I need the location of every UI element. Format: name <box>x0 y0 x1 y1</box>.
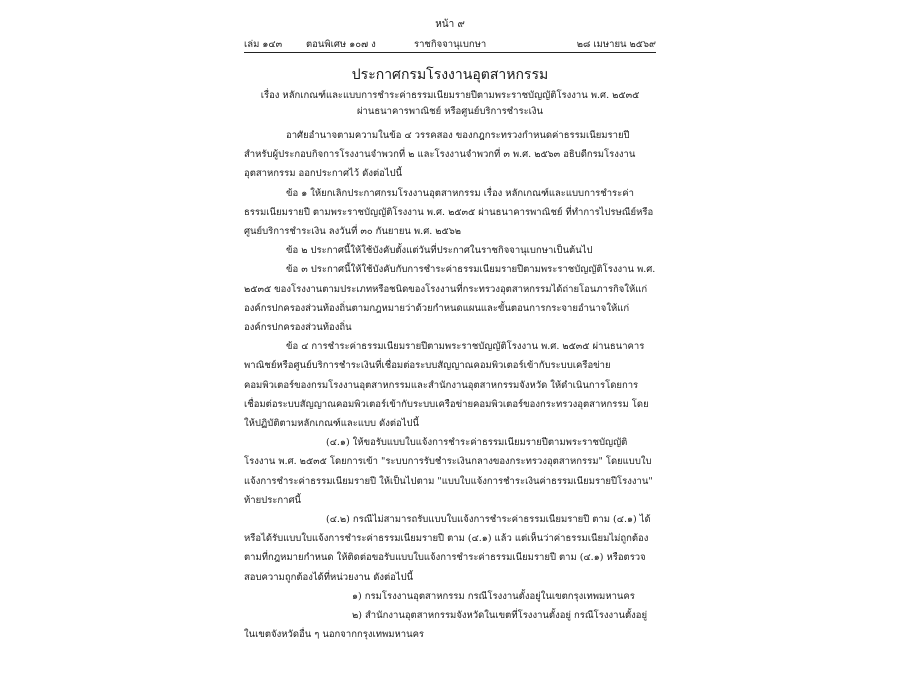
header-divider <box>244 52 656 53</box>
issue-date: ๒๘ เมษายน ๒๕๖๙ <box>576 39 656 50</box>
clause-4-1: (๔.๑) ให้ขอรับแบบใบแจ้งการชำระค่าธรรมเนียมรายปีตามพระราชบัญญัติโรงงาน พ.ศ. ๒๕๓๕ โดยการเข้า "ระบบการรับชำระเงินกลางของกระทรวงอุตสาหกรรม" โดยแบบใบแจ้งการชำระค่าธรรมเนียมรายปี ให้เป็นไปตาม "แบบใบแจ้งการชำระเงินค่าธรรมเนียมรายปีโรงงาน" ท้ายประกาศนี้ <box>244 437 653 506</box>
clause-3: ข้อ ๓ ประกาศนี้ให้ใช้บังคับกับการชำระค่าธรรมเนียมรายปีตามพระราชบัญญัติโรงงาน พ.ศ. ๒๕๓๕ ของโรงงานตามประเภทหรือชนิดของโรงงานที่กระทรวงอุตสาหกรรมได้ถ่ายโอนภารกิจให้แก่องค์กรปกครองส่วนท้องถิ่นตามกฎหมายว่าด้วยกำหนดแผนและขั้นตอนการกระจายอำนาจให้แก่องค์กรปกครองส่วนท้องถิ่น <box>244 264 656 334</box>
clause-1: ข้อ ๑ ให้ยกเลิกประกาศกรมโรงงานอุตสาหกรรม เรื่อง หลักเกณฑ์และแบบการชำระค่าธรรมเนียมรายปี ตามพระราชบัญญัติโรงงาน พ.ศ. ๒๕๓๕ ผ่านธนาคารพาณิชย์ ที่ทำการไปรษณีย์หรือศูนย์บริการชำระเงิน ลงวันที่ ๓๐ กันยายน พ.ศ. ๒๕๖๒ <box>244 187 654 238</box>
subject-line-2: ผ่านธนาคารพาณิชย์ หรือศูนย์บริการชำระเงิน <box>356 106 544 117</box>
gazette-name: ราชกิจจานุเบกษา <box>414 39 487 50</box>
preamble-paragraph: อาศัยอำนาจตามความในข้อ ๔ วรรคสอง ของกฎกระทรวงกำหนดค่าธรรมเนียมรายปีสำหรับผู้ประกอบกิจการโรงงานจำพวกที่ ๒ และโรงงานจำพวกที่ ๓ พ.ศ. ๒๕๖๓ อธิบดีกรมโรงงานอุตสาหกรรม ออกประกาศไว้ ดังต่อไปนี้ <box>244 130 636 180</box>
special-issue-label: ตอนพิเศษ ๑๐๗ ง <box>306 39 376 50</box>
announcement-body <box>244 126 656 644</box>
clause-2: ข้อ ๒ ประกาศนี้ให้ใช้บังคับตั้งแต่วันที่ประกาศในราชกิจจานุเบกษาเป็นต้นไป <box>286 245 593 257</box>
gazette-header <box>244 37 656 51</box>
page-number: หน้า ๙ <box>435 19 465 30</box>
clause-4: ข้อ ๔ การชำระค่าธรรมเนียมรายปีตามพระราชบัญญัติโรงงาน พ.ศ. ๒๕๓๕ ผ่านธนาคารพาณิชย์หรือศูนย์บริการชำระเงินที่เชื่อมต่อระบบสัญญาณคอมพิวเตอร์เข้ากับระบบเครือข่ายคอมพิวเตอร์ของกรมโรงงานอุตสาหกรรมและสำนักงานอุตสาหกรรมจังหวัด ให้ดำเนินการโดยการเชื่อมต่อระบบสัญญาณคอมพิวเตอร์เข้ากับระบบเครือข่ายคอมพิวเตอร์ของกระทรวงอุตสาหกรรม โดยให้ปฏิบัติตามหลักเกณฑ์และแบบ ดังต่อไปนี้ <box>244 341 649 430</box>
clause-4-2-item-1: ๑) กรมโรงงานอุตสาหกรรม กรณีโรงงานตั้งอยู่ในเขตกรุงเทพมหานคร <box>352 590 635 602</box>
announcement-title: ประกาศกรมโรงงานอุตสาหกรรม <box>351 67 549 83</box>
volume-label: เล่ม ๑๔๓ <box>244 39 283 50</box>
clause-4-2-item-2: ๒) สำนักงานอุตสาหกรรมจังหวัดในเขตที่โรงงานตั้งอยู่ กรณีโรงงานตั้งอยู่ในเขตจังหวัดอื่น ๆ นอกจากกรุงเทพมหานคร <box>244 610 648 641</box>
subject-line-1: เรื่อง หลักเกณฑ์และแบบการชำระค่าธรรมเนียมรายปีตามพระราชบัญญัติโรงงาน พ.ศ. ๒๕๓๕ <box>260 90 640 101</box>
clause-4-2: (๔.๒) กรณีไม่สามารถรับแบบใบแจ้งการชำระค่าธรรมเนียมรายปี ตาม (๔.๑) ได้ หรือได้รับแบบใบแจ้งการชำระค่าธรรมเนียมรายปี ตาม (๔.๑) แล้ว แต่เห็นว่าค่าธรรมเนียมไม่ถูกต้องตามที่กฎหมายกำหนด ให้ติดต่อขอรับแบบใบแจ้งการชำระค่าธรรมเนียมรายปี ตาม (๔.๑) หรือตรวจสอบความถูกต้องได้ที่หน่วยงาน ดังต่อไปนี้ <box>244 514 651 583</box>
